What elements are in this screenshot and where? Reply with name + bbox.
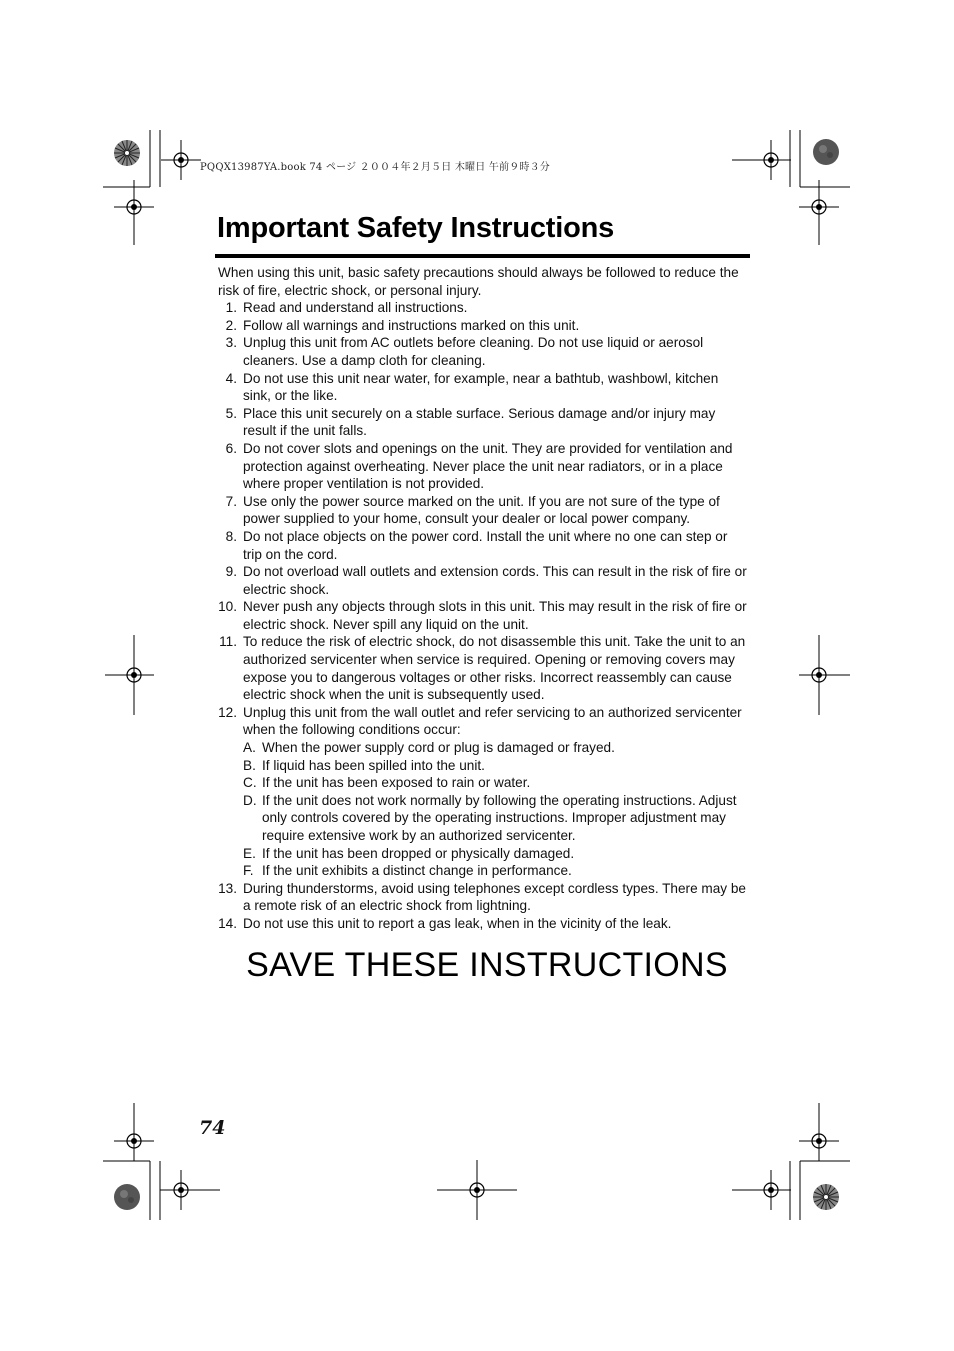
instructions-body — [218, 264, 750, 933]
list-item — [218, 633, 750, 703]
page-number: 74 — [199, 1117, 226, 1139]
sub-text: If the unit has been dropped or physically damaged. — [262, 845, 575, 861]
list-item — [218, 440, 750, 493]
list-item — [218, 704, 750, 880]
item-number: 1. — [225, 300, 237, 316]
sub-text: When the power supply cord or plug is damaged or frayed. — [262, 740, 615, 756]
sublist-item — [243, 774, 750, 792]
print-header: PQQX13987YA.book 74 ページ ２００４年２月５日 木曜日 午前９時３分 — [200, 162, 551, 173]
list-item — [218, 334, 750, 369]
list-item — [218, 299, 750, 317]
title-rule — [215, 254, 750, 258]
sublist-item — [243, 739, 750, 757]
list-item — [218, 317, 750, 335]
sub-letter: B. — [243, 757, 256, 773]
sublist-item — [243, 792, 750, 845]
sublist-item — [243, 757, 750, 775]
item-number: 11. — [219, 634, 237, 650]
list-item — [218, 493, 750, 528]
save-banner-text: SAVE THESE INSTRUCTIONS — [246, 946, 728, 984]
item-number: 8. — [225, 528, 237, 544]
sub-text: If the unit exhibits a distinct change in performance. — [262, 863, 572, 879]
item-text: Do not overload wall outlets and extension cords. This can result in the risk of fire or electric shock. — [243, 564, 747, 597]
sub-text: If liquid has been spilled into the unit. — [262, 757, 485, 773]
sub-letter: A. — [243, 740, 256, 756]
save-banner — [0, 946, 954, 985]
item-number: 4. — [225, 370, 237, 386]
item-number: 12. — [218, 704, 237, 720]
sublist-item — [243, 862, 750, 880]
page-title: Important Safety Instructions — [217, 212, 615, 244]
list-item — [218, 598, 750, 633]
item-text: Never push any objects through slots in this unit. This may result in the risk of fire or electric shock. Never spill any liquid on the unit. — [243, 599, 747, 632]
list-item — [218, 405, 750, 440]
item-number: 5. — [225, 405, 237, 421]
sub-letter: F. — [243, 863, 254, 879]
sublist-item — [243, 845, 750, 863]
item-text: Unplug this unit from the wall outlet and refer servicing to an authorized servicenter when the following conditions occur: — [243, 704, 742, 738]
sub-letter: C. — [243, 775, 257, 791]
item-number: 3. — [225, 335, 237, 351]
item-number: 6. — [225, 440, 237, 456]
item-text: Do not cover slots and openings on the unit. They are provided for ventilation and protection against overheating. Never place the unit near radiators, or in a place where proper ventilation is not provided. — [243, 440, 733, 492]
item-text: Do not use this unit near water, for example, near a bathtub, washbowl, kitchen sink, or the like. — [243, 370, 719, 404]
sub-text: If the unit has been exposed to rain or water. — [262, 775, 531, 791]
item-text: Place this unit securely on a stable surface. Serious damage and/or injury may result if the unit falls. — [243, 405, 716, 439]
condition-sublist — [243, 739, 750, 880]
item-text: Use only the power source marked on the unit. If you are not sure of the type of power supplied to your home, consult your dealer or local power company. — [243, 493, 720, 527]
list-item — [218, 915, 750, 933]
list-item — [218, 880, 750, 915]
instruction-list — [218, 299, 750, 932]
item-text: Unplug this unit from AC outlets before cleaning. Do not use liquid or aerosol cleaners. Use a damp cloth for cleaning. — [243, 335, 704, 368]
intro-paragraph: When using this unit, basic safety precautions should always be followed to reduce the risk of fire, electric shock, or personal injury. — [218, 265, 739, 298]
sub-letter: D. — [243, 792, 257, 808]
item-number: 9. — [225, 564, 237, 580]
sub-text: If the unit does not work normally by following the operating instructions. Adjust only controls covered by the operating instructions. Improper adjustment may require extensive work by an authorized servicenter. — [262, 792, 737, 843]
list-item — [218, 370, 750, 405]
item-text: To reduce the risk of electric shock, do not disassemble this unit. Take the unit to an authorized servicenter when service is required. Opening or removing covers may expose you to dangerous voltages or other risks. Incorrect reassembly can cause electric shock when the unit is subsequently used. — [243, 634, 746, 703]
list-item — [218, 528, 750, 563]
item-number: 2. — [225, 317, 237, 333]
item-number: 7. — [225, 493, 237, 509]
sub-letter: E. — [243, 845, 256, 861]
item-text: Do not use this unit to report a gas leak, when in the vicinity of the leak. — [243, 915, 672, 931]
list-item — [218, 563, 750, 598]
item-text: During thunderstorms, avoid using telephones except cordless types. There may be a remote risk of an electric shock from lightning. — [243, 880, 746, 914]
item-number: 13. — [218, 880, 237, 896]
item-text: Do not place objects on the power cord. Install the unit where no one can step or trip on the cord. — [243, 528, 728, 562]
item-number: 10. — [218, 599, 237, 615]
item-text: Follow all warnings and instructions marked on this unit. — [243, 317, 580, 333]
item-text: Read and understand all instructions. — [243, 300, 468, 316]
item-number: 14. — [218, 915, 237, 931]
